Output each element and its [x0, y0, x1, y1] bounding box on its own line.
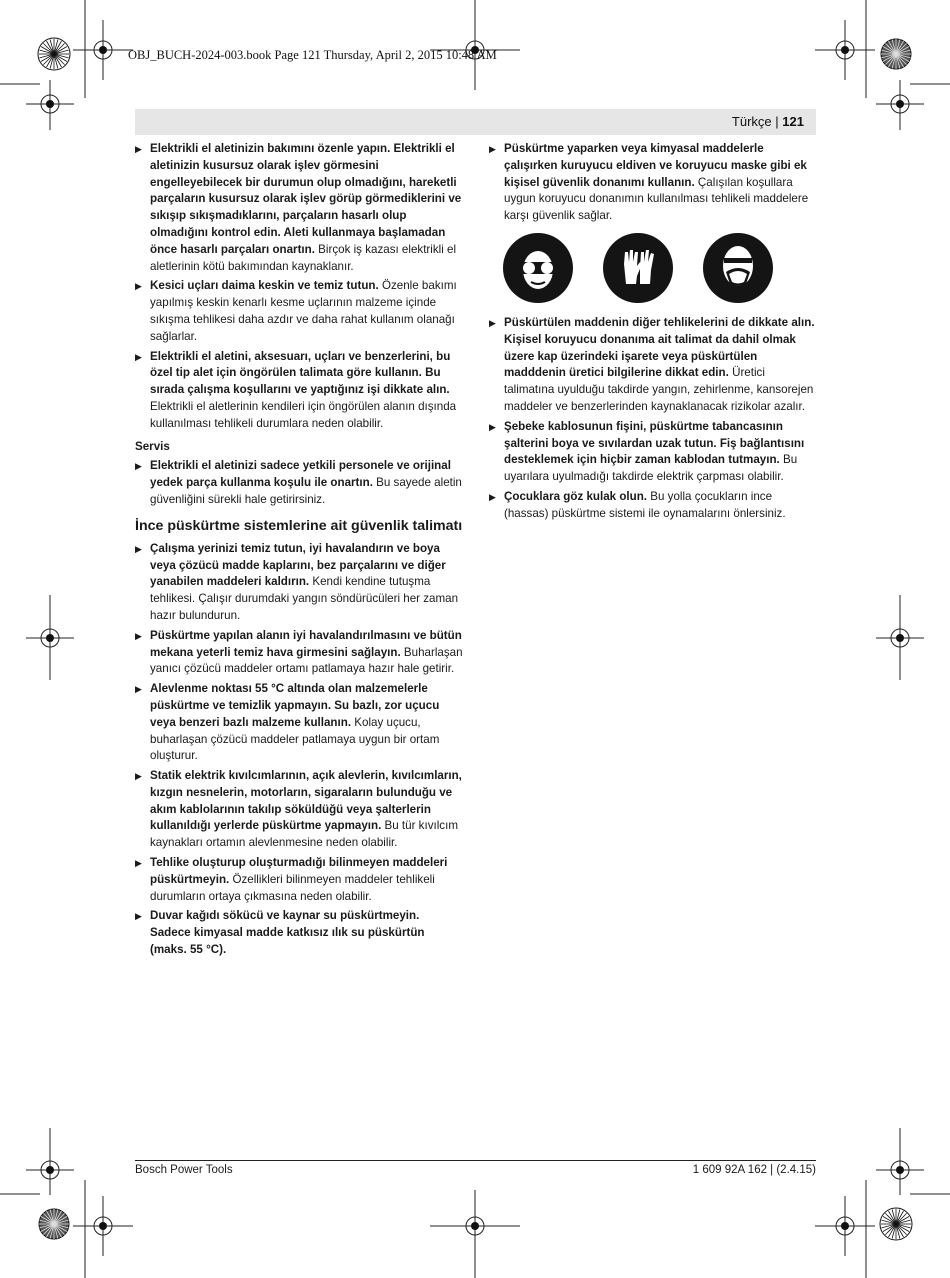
bullet-arrow-icon: ▶	[489, 491, 496, 502]
list-item	[135, 349, 463, 433]
header-text	[732, 114, 804, 129]
item-normal-text: Üretici talimatına uyulduğu takdirde yangın, zehirlenme, kansorejen maddeler ve benzerlerinden kaynaklanacak rizikolar azalır.	[504, 366, 814, 413]
bullet-arrow-icon: ▶	[135, 630, 142, 641]
gloves-icon	[603, 233, 673, 303]
footer-doc-number: 1 609 92A 162 | (2.4.15)	[692, 1164, 816, 1176]
list-item	[489, 489, 816, 523]
item-bold-text: Elektrikli el aletini, aksesuarı, uçları ve benzerlerini, bu özel tip alet için öngörülen talimata göre kullanın. Bu sırada çalışma koşullarını ve yaptığınız işi dikkate alın.	[150, 349, 451, 397]
servis-heading: Servis	[135, 439, 170, 453]
page-header	[135, 109, 816, 135]
item-bold-text: Şebeke kablosunun fişini, püskürtme tabancasının şalterini boya ve sıvılardan uzak tutun. Fiş bağlantısını desteklemek için hiçbir zaman kablodan tutmayın.	[504, 419, 805, 467]
list-item	[135, 855, 463, 905]
footer-brand: Bosch Power Tools	[135, 1164, 233, 1176]
bullet-arrow-icon: ▶	[489, 317, 496, 328]
right-top-list	[489, 141, 816, 225]
item-normal-text: Çalışılan koşullara uygun koruyucu donanımın kullanılması tehlikeli maddelere karşı güvenlik sağlar.	[504, 175, 809, 223]
list-item	[135, 908, 463, 958]
respirator-mask-icon	[703, 233, 773, 303]
item-normal-text: Özenle bakımı yapılmış keskin kenarlı kesme uçlarının malzeme içinde sıkışma tehlikesi daha azdır ve daha rahat kullanım olanağı sağlarlar.	[150, 279, 457, 343]
header-language: Türkçe	[731, 114, 772, 129]
item-bold-text: Kesici uçları daima keskin ve temiz tutun.	[150, 279, 379, 293]
right-column	[489, 141, 816, 526]
list-item	[489, 141, 816, 225]
item-bold-text: Püskürtülen maddenin diğer tehlikelerini de dikkate alın. Kişisel koruyucu donanıma ait talimat da dahil olmak üzere kap üzerindeki işarete veya püskürtülen madddenin üretici bilgilerine dikkat edin.	[504, 315, 815, 380]
list-item	[135, 681, 463, 765]
bullet-arrow-icon: ▶	[135, 858, 142, 869]
print-slug: OBJ_BUCH-2024-003.book Page 121 Thursday, April 2, 2015 10:48 AM	[128, 48, 497, 62]
item-normal-text: Bu uyarılara uyulmadığı takdirde elektrik çarpması olabilir.	[504, 453, 798, 484]
bullet-arrow-icon: ▶	[135, 144, 142, 154]
list-item	[135, 278, 463, 345]
list-item	[135, 628, 463, 678]
page-number: 121	[782, 114, 804, 129]
item-normal-text: Kendi kendine tutuşma tehlikesi. Çalışır durumdaki yangın söndürücüleri her zaman hazır bulundurun.	[150, 575, 459, 622]
bullet-arrow-icon: ▶	[135, 461, 142, 472]
item-normal-text: Özellikleri bilinmeyen maddeler tehlikeli durumların ortaya çıkmasına neden olabilir.	[150, 872, 435, 903]
servis-list	[135, 458, 463, 508]
item-bold-text: Püskürtme yapılan alanın iyi havalandırılmasını ve bütün mekana yeterli temiz hava girmesini sağlayın.	[150, 628, 462, 659]
list-item	[135, 768, 463, 852]
footer-rule	[135, 1160, 816, 1161]
section-title: İnce püskürtme sistemlerine ait güvenlik talimatı	[135, 517, 463, 534]
item-bold-text: Elektrikli el aletinizi sadece yetkili personele ve orijinal yedek parça kullanma koşulu ile onartın.	[150, 459, 451, 490]
item-normal-text: Bu tür kıvılcım kaynakları ortamın alevlenmesine neden olabilir.	[150, 819, 458, 850]
item-bold-text: Elektrikli el aletinizin bakımını özenle yapın. Elektrikli el aletinizin kusursuz olarak işlev görmesini engelleyebilecek bir durumun olup olmadığını, hareketli parçaların kusursuz olarak işlev görüp görmediklerini ve sıkışıp sıkışmadıklarını, parçaların hasarlı olup olmadığını kontrol edin. Aleti kullanmaya başlamadan önce hasarlı parçaları onartın.	[150, 142, 462, 256]
item-normal-text: Bu yolla çocukların ince (hassas) püskürtme sistemi ile oynamalarını önlersiniz.	[504, 489, 786, 520]
item-bold-text: Duvar kağıdı sökücü ve kaynar su püskürtmeyin. Sadece kimyasal madde katkısız ılık su püskürtün (maks. 55 °C).	[150, 909, 425, 957]
goggles-icon	[503, 233, 573, 303]
right-bottom-list	[489, 315, 816, 523]
header-separator: |	[775, 114, 779, 129]
left-top-list	[135, 141, 463, 433]
item-bold-text: Alevlenme noktası 55 °C altında olan malzemelerle püskürtme ve temizlik yapmayın. Su bazlı, zor uçucu veya benzeri bazlı malzeme kullanın.	[150, 682, 440, 729]
left-column	[135, 141, 463, 962]
bullet-arrow-icon: ▶	[489, 421, 496, 432]
list-item	[135, 541, 463, 625]
bullet-arrow-icon: ▶	[135, 351, 142, 362]
section-list	[135, 541, 463, 959]
item-bold-text: Statik elektrik kıvılcımlarının, açık alevlerin, kıvılcımların, kızgın nesnelerin, motorların, sigaraların bulunduğu ve akım kablolarının takılıp söküldüğü veya şalterlerin kullanıldığı yerlerde püskürtme yapmayın.	[150, 769, 462, 833]
bullet-arrow-icon: ▶	[135, 771, 142, 782]
item-bold-text: Tehlike oluşturup oluşturmadığı bilinmeyen maddeleri püskürtmeyin.	[150, 856, 448, 886]
item-bold-text: Çocuklara göz kulak olun.	[504, 489, 648, 503]
list-item	[489, 419, 816, 486]
ppe-pictograms	[503, 233, 773, 303]
bullet-arrow-icon: ▶	[489, 144, 496, 154]
item-normal-text: Birçok iş kazası elektrikli el aletlerinin kötü bakımından kaynaklanır.	[150, 242, 457, 273]
list-item	[135, 458, 463, 508]
bullet-arrow-icon: ▶	[135, 281, 142, 292]
item-normal-text: Elektrikli el aletlerinin kendileri için öngörülen alanın dışında kullanılması tehlikeli durumlara neden olabilir.	[150, 399, 457, 430]
list-item	[135, 141, 463, 275]
bullet-arrow-icon: ▶	[135, 911, 142, 922]
item-bold-text: Püskürtme yaparken veya kimyasal maddelerle çalışırken kuruyucu eldiven ve koruyucu maske gibi ek kişisel güvenlik donanımı kullanın.	[504, 142, 807, 189]
bullet-arrow-icon: ▶	[135, 543, 142, 554]
list-item	[489, 315, 816, 416]
item-bold-text: Çalışma yerinizi temiz tutun, iyi havalandırın ve boya veya çözücü madde kaplarını, bez parçalarını ve diğer yanabilen maddeleri kaldırın.	[150, 541, 446, 589]
item-normal-text: Kolay uçucu, buharlaşan çözücü maddeler patlamaya uygun bir ortam oluşturur.	[150, 715, 440, 763]
bullet-arrow-icon: ▶	[135, 684, 142, 695]
item-normal-text: Bu sayede aletin güvenliğini sürekli hale getirirsiniz.	[150, 476, 462, 506]
item-normal-text: Buharlaşan yanıcı çözücü maddeler ortamı patlamaya hazır hale getirir.	[150, 645, 463, 676]
